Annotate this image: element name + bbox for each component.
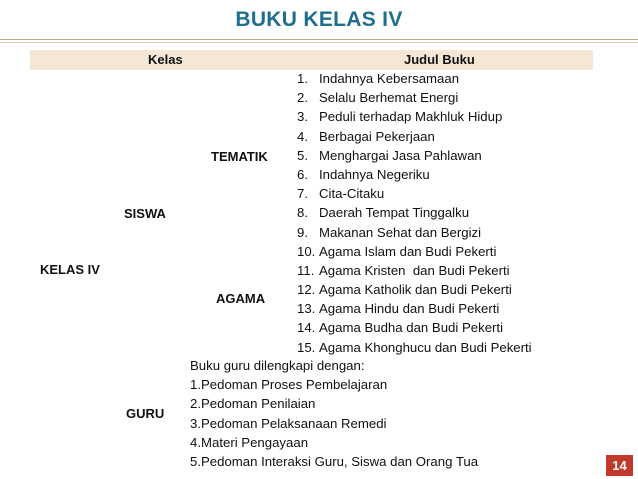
book-title: Agama Hindu dan Budi Pekerti [319, 301, 500, 317]
table-header [30, 50, 593, 70]
book-number: 3. [297, 109, 308, 125]
label-guru: GURU [126, 406, 165, 421]
book-number: 9. [297, 224, 308, 240]
book-title: Daerah Tempat Tinggalku [319, 205, 470, 221]
guru-line: 2.Pedoman Penilaian [190, 396, 316, 412]
book-list-item [297, 242, 532, 261]
label-kelas-iv: KELAS IV [40, 262, 100, 277]
book-list-item [297, 107, 532, 126]
book-title: Indahnya Kebersamaan [319, 71, 460, 86]
book-number: 1. [297, 71, 308, 86]
book-list-item [297, 184, 532, 203]
book-number: 10. [297, 243, 316, 259]
guru-line: 4.Materi Pengayaan [190, 434, 309, 450]
header-judul-buku: Judul Buku [404, 52, 475, 67]
book-title: Berbagai Pekerjaan [319, 128, 435, 144]
book-list-item [297, 338, 532, 357]
book-title: Agama Khonghucu dan Budi Pekerti [319, 339, 532, 355]
page-title: BUKU KELAS IV [235, 8, 403, 31]
book-title: Agama Kristen dan Budi Pekerti [319, 262, 510, 278]
title-divider-secondary [0, 42, 638, 43]
book-number: 6. [297, 166, 308, 182]
book-list-item [297, 69, 532, 88]
book-title: Cita-Citaku [319, 186, 385, 202]
label-tematik: TEMATIK [211, 149, 268, 164]
guru-book-description [190, 356, 478, 471]
book-number: 12. [297, 282, 316, 298]
book-title: Agama Katholik dan Budi Pekerti [319, 282, 512, 298]
book-list-item [297, 223, 532, 242]
book-list-item [297, 280, 532, 299]
book-number: 11. [297, 262, 315, 278]
book-number: 14. [297, 320, 316, 336]
book-list-item [297, 203, 532, 222]
book-list-item [297, 88, 532, 107]
book-number: 15. [297, 339, 316, 355]
book-number: 7. [297, 186, 308, 202]
book-number: 2. [297, 90, 308, 106]
book-list-item [297, 127, 532, 146]
guru-line: 3.Pedoman Pelaksanaan Remedi [190, 415, 387, 431]
label-agama: AGAMA [216, 291, 266, 306]
book-title: Agama Budha dan Budi Pekerti [319, 320, 504, 336]
book-number: 4. [297, 128, 308, 144]
book-list-item [297, 318, 532, 337]
page-number-badge: 14 [606, 455, 633, 476]
book-list-item [297, 261, 532, 280]
guru-line: 1.Pedoman Proses Pembelajaran [190, 377, 388, 393]
book-list-item [297, 299, 532, 318]
book-number: 8. [297, 205, 308, 221]
header-kelas: Kelas [148, 52, 183, 67]
guru-line: Buku guru dilengkapi dengan: [190, 358, 365, 373]
label-siswa: SISWA [124, 206, 166, 221]
book-title: Selalu Berhemat Energi [319, 90, 459, 106]
book-list [297, 69, 532, 357]
title-divider [0, 39, 638, 40]
guru-line: 5.Pedoman Interaksi Guru, Siswa dan Orang Tua [190, 453, 479, 469]
book-title: Peduli terhadap Makhluk Hidup [319, 109, 503, 125]
book-title: Makanan Sehat dan Bergizi [319, 224, 482, 240]
book-list-item [297, 165, 532, 184]
book-title: Agama Islam dan Budi Pekerti [319, 243, 497, 259]
book-list-item [297, 146, 532, 165]
book-title: Menghargai Jasa Pahlawan [319, 147, 482, 163]
book-number: 13. [297, 301, 316, 317]
book-title: Indahnya Negeriku [319, 166, 430, 182]
book-number: 5. [297, 147, 308, 163]
